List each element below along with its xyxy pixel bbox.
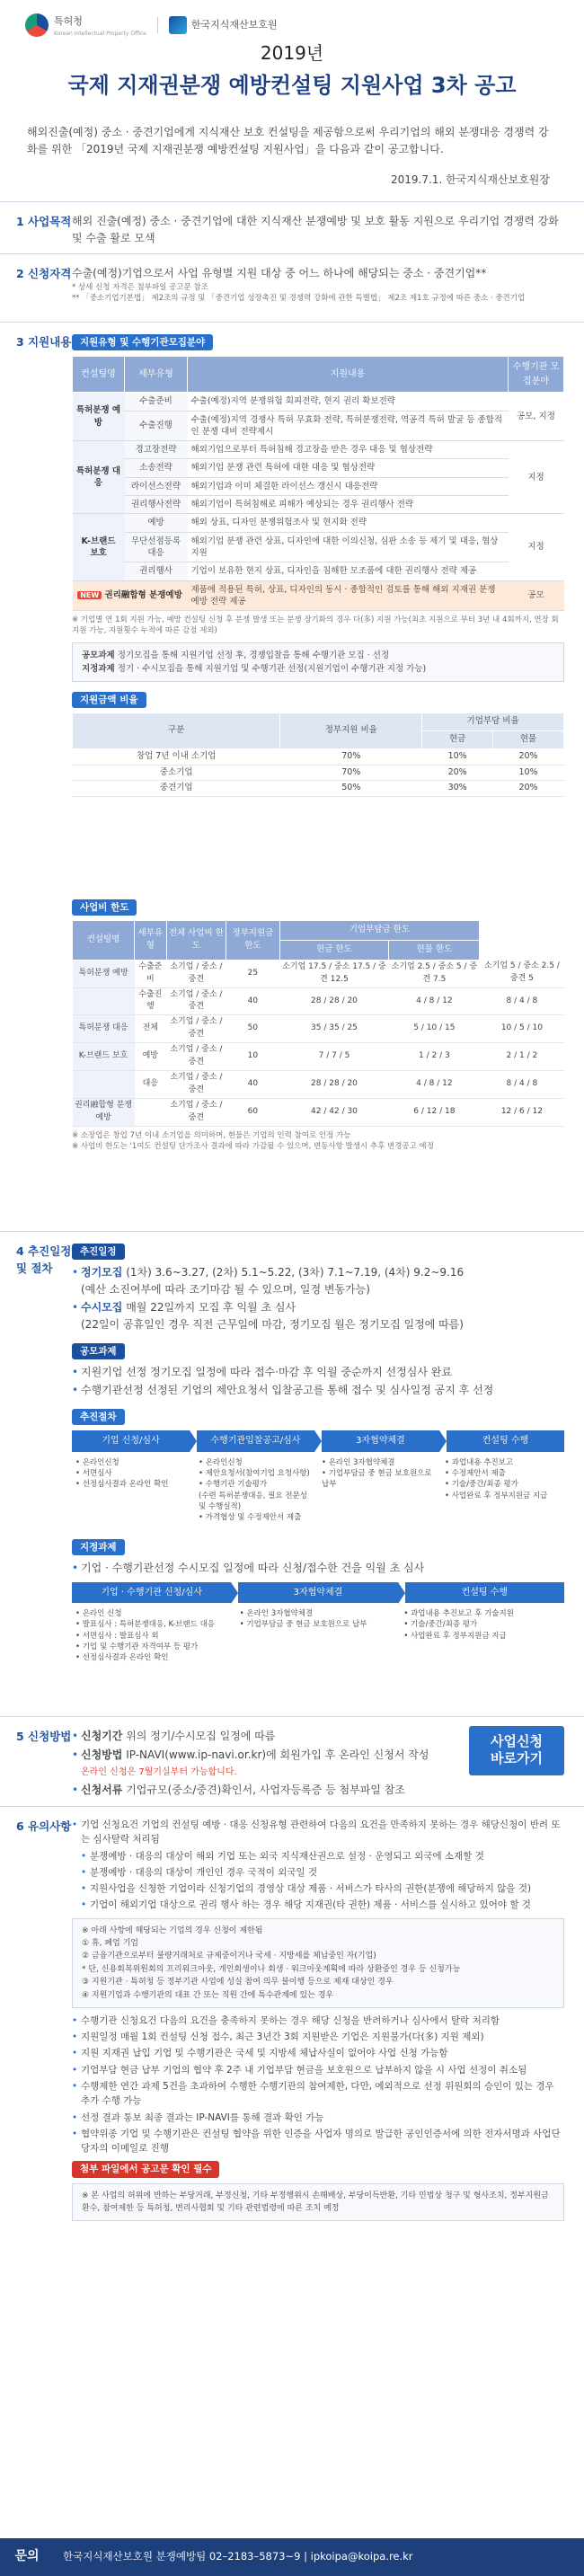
flow-detail: • 온라인 3자협약체결 • 기업부담금 중 현금 보호원으로 납부 [322, 1457, 432, 1490]
table-row [73, 411, 564, 441]
list-item: • 지원일정 매월 1회 컨설팅 신청 접수, 최근 3년간 3회 지원받은 기업은 지원불가(다(多) 지원 제외) [72, 2030, 564, 2044]
table-cell: 수출준비 [135, 960, 166, 987]
list-item [72, 1728, 458, 1745]
table-header: 현물 한도 [389, 940, 480, 960]
apply-docs-label: 신청서류 [81, 1783, 123, 1796]
dateline: 2019.7.1. 한국지식재산보호원장 [391, 173, 550, 187]
category-label: 권리融합형 분쟁예방 [104, 590, 182, 601]
list-item: • 기업이 해외기업 대상으로 권리 행사 하는 경우 해당 지재권(타 권한) 제품 · 서비스를 실시하고 있어야 할 것 [81, 1898, 564, 1912]
final-note: ※ 본 사업의 허위에 반하는 부당거래, 부정신청, 기타 부정행위시 손해배상, 부당이득반환, 기타 민법상 청구 및 형사조치, 정부지원금 환수, 참여제한 등 특허청, 변리사협회 및 기타 관련법령에 따른 조치 예정 [72, 2183, 564, 2222]
list-item: • 선정 결과 통보 최종 결과는 IP-NAVI를 통해 결과 확인 가능 [72, 2111, 564, 2125]
field-cell: 공모 [509, 580, 564, 611]
table-cell: 7 / 7 / 5 [279, 1043, 389, 1071]
table-cell: 70% [280, 748, 422, 765]
occasional-sub: (22일이 공휴일인 경우 직전 근무일에 마감, 정기모집 월은 정기모집 일정에 따름) [81, 1318, 464, 1332]
apply-now-button[interactable]: 사업신청 바로가기 [469, 1726, 564, 1775]
flow-step: 기업 · 수행기관 신청/심사 [72, 1582, 231, 1604]
category-cell: 특허분쟁 예방 [73, 393, 125, 441]
table-header: 정부지원 비율 [280, 713, 422, 748]
subtype-cell: 경고장전략 [125, 441, 188, 459]
table-row [73, 496, 564, 514]
list-item [72, 1747, 458, 1780]
header [0, 0, 584, 86]
table-cell: 50% [280, 781, 422, 797]
table-cell: 20% [422, 765, 493, 781]
table-cell: 소기업 5 / 중소 2.5 / 중견 5 [480, 960, 564, 987]
section-body: 해외 진출(예정) 중소 · 중견기업에 대한 지식재산 분쟁예방 및 보호 활동 지원으로 우리기업 경쟁력 강화 및 수출 활로 모색 [72, 214, 559, 244]
table-cell: 소기업 / 중소 / 중견 [166, 1015, 226, 1043]
table-cell: 5 / 10 / 15 [389, 1015, 480, 1043]
table-cell: 6 / 12 / 18 [389, 1099, 480, 1127]
apply-docs-text: 기업규모(중소/중견)확인서, 사업자등록증 등 첨부파일 참조 [126, 1783, 405, 1796]
table-header: 현금 [422, 731, 493, 749]
table-cell: 소기업 17.5 / 중소 17.5 / 중견 12.5 [279, 960, 389, 987]
apply-period-text: 위의 정기/수시모집 일정에 따름 [126, 1729, 276, 1742]
table-row [73, 562, 564, 580]
regular-label: 정기모집 [81, 1266, 123, 1279]
flow-step: 3자협약체결 [322, 1430, 439, 1452]
field-cell: 지정 [509, 441, 564, 514]
designated-task-text: 정기 · 수시모집을 통해 지원기업 및 수행기관 선정(지원기업이 수행기관 지정 가능) [117, 663, 427, 674]
section-apply [0, 1716, 584, 1806]
field-cell: 공모, 지정 [509, 393, 564, 441]
public-task-text: 정기모집을 통해 지원기업 선정 후, 경쟁입찰을 통해 수행기관 모집 · 선정 [117, 650, 390, 660]
section-body [72, 265, 584, 311]
table-header: 세부유형 [125, 357, 188, 393]
subtype-cell: 소송전략 [125, 459, 188, 477]
table-row [73, 1043, 565, 1071]
flow-detail: • 과업내용 추진보고 • 수정제안서 제출 • 기술/중간/최종 평가 • 사업완료 후 정부지원금 지급 [445, 1457, 548, 1500]
public-task-pill: 공모과제 [72, 1343, 125, 1359]
section-body [72, 333, 584, 888]
footer [0, 2538, 584, 2576]
list-item: • 지원사업을 신청한 기업이라 신청기업의 경영상 대상 제품 · 서비스가 타사의 권한(분쟁에 해당하지 않을 것) [81, 1881, 564, 1896]
page-title: 국제 지재권분쟁 예방컨설팅 지원사업 3차 공고 [67, 73, 517, 98]
ratio-table [72, 713, 564, 797]
list-item: • 지원 지재권 납입 기업 및 수행기관은 국세 및 지방세 체납사실이 없어야 사업 신청 가능함 [72, 2046, 564, 2060]
limit-pill: 사업비 한도 [72, 899, 137, 916]
flow-detail: • 온라인 신청 • 발표심사 : 특허분쟁대응, K-브랜드 대응 • 서면심사 : 발표심사 외 • 기업 및 수행기관 자격여부 등 평가 • 선정심사결과 온라인 확인 [75, 1609, 216, 1663]
koipa-emblem-icon [169, 16, 187, 34]
table-header: 기업부담금 한도 [279, 921, 480, 941]
table-cell: 40 [226, 987, 279, 1015]
table-cell: 소기업 / 중소 / 중견 [166, 987, 226, 1015]
limit-table [72, 920, 564, 1127]
section-label: 1 사업목적 [16, 214, 72, 228]
apply-method-label: 신청방법 [81, 1748, 123, 1761]
section-eligibility [0, 253, 584, 322]
table-row [73, 1015, 565, 1043]
flow-step: 수행기관입찰공고/심사 [197, 1430, 314, 1452]
table-cell: 8 / 4 / 8 [480, 1071, 564, 1099]
subtype-cell: 예방 [125, 514, 188, 532]
support-type-table [72, 356, 564, 611]
section-body [72, 1243, 584, 1705]
logos [25, 13, 559, 38]
category-cell: 특허분쟁 대응 [73, 441, 125, 514]
ratio-pill: 지원금액 비율 [72, 692, 146, 708]
table-header: 수행기관 모집분야 [509, 357, 564, 393]
schedule-list [72, 1264, 564, 1332]
flow-step: 기업 신청/심사 [72, 1430, 190, 1452]
list-item: • 기업 신청요건 기업의 컨설팅 예방 · 대응 신청유형 관련하여 다음의 요건을 만족하지 못하는 경우 해당신청이 반려 또는 심사탈락 처리됨 [72, 1818, 564, 1847]
table-row [73, 393, 564, 411]
process-details [72, 1456, 564, 1526]
flow-step: 컨설팅 수행 [405, 1582, 564, 1604]
desc-cell: 수출(예정)지역 경쟁사 특허 무효화 전략, 특허분쟁전략, 역공격 특허 발굴 등 종합적인 분쟁 대비 전략제시 [188, 411, 509, 441]
table-cell: 70% [280, 765, 422, 781]
flow-detail: • 과업내용 추진보고 후 기술지원 • 기술/중간/최종 평가 • 사업완료 후 정부지원금 지급 [403, 1609, 514, 1641]
table-cell: 25 [226, 960, 279, 987]
section-support [0, 322, 584, 899]
designated-pill: 지정과제 [72, 1539, 125, 1555]
table-cell: 42 / 42 / 30 [279, 1099, 389, 1127]
table-header: 전체 사업비 한도 [166, 921, 226, 960]
subtype-cell: 수출준비 [125, 393, 188, 411]
table-cell: 창업 7년 이내 소기업 [73, 748, 280, 765]
kipo-name: 특허청 [54, 15, 83, 27]
desc-cell: 제품에 적용된 특허, 상표, 디자인의 동시 · 종합적인 검토를 통해 해외 지재권 분쟁 예방 전략 제공 [188, 580, 509, 611]
table-row [73, 1071, 565, 1099]
table-cell: 소기업 / 중소 / 중견 [166, 1099, 226, 1127]
list-item: • 분쟁예방 · 대응의 대상이 개인인 경우 국적이 외국일 것 [81, 1865, 564, 1880]
subtype-cell: 수출진행 [125, 411, 188, 441]
field-cell: 지정 [509, 514, 564, 580]
table-header: 구분 [73, 713, 280, 748]
table-cell: 20% [493, 781, 564, 797]
table-cell: 2 / 1 / 2 [480, 1043, 564, 1071]
public-task-list [72, 1364, 564, 1399]
table-cell: 40 [226, 1071, 279, 1099]
section-label: 4 추진일정 및 절차 [16, 1244, 72, 1276]
desc-cell: 해외기업 분쟁 관련 특허에 대한 대응 및 협상전략 [188, 459, 509, 477]
support-note: ※ 기업별 연 1회 지원 가능, 예방 컨설팅 신청 후 분쟁 발생 또는 분쟁 장기화의 경우 다(多) 지원 가능(최초 지원으로 부터 3년 내 4회까지, 연장 회 지원 가능, 지원횟수 누적에 따른 감점 제외) [72, 615, 559, 636]
public-task-line [82, 649, 554, 662]
table-cell [73, 1071, 135, 1099]
table-cell: 소기업 / 중소 / 중견 [166, 1071, 226, 1099]
table-cell: 권리融합형 분쟁예방 [73, 1099, 135, 1127]
new-badge: NEW [77, 591, 102, 599]
table-row [73, 477, 564, 495]
list-item [72, 1782, 458, 1799]
flow-step: 컨설팅 수행 [447, 1430, 564, 1452]
list-item [72, 1299, 564, 1332]
table-cell: 50 [226, 1015, 279, 1043]
notes-list-2 [72, 2014, 564, 2156]
table-cell: K-브랜드 보호 [73, 1043, 135, 1071]
table-cell: 8 / 4 / 8 [480, 987, 564, 1015]
section-spacer [0, 899, 72, 1220]
table-cell: 4 / 8 / 12 [389, 1071, 480, 1099]
occasional-label: 수시모집 [81, 1301, 123, 1315]
list-item: • 분쟁예방 · 대응의 대상이 해외 기업 또는 외국 지식재산권으로 설정 · 운영되고 외국에 소재할 것 [81, 1849, 564, 1863]
table-cell: 28 / 28 / 20 [279, 987, 389, 1015]
section-body [72, 899, 584, 1220]
process-pill: 추진절차 [72, 1409, 125, 1425]
flow-detail: • 온라인 3자협약체결 • 기업부담금 중 현금 보호원으로 납부 [239, 1609, 367, 1630]
flow-step: 3자협약체결 [238, 1582, 397, 1604]
section-label: 6 유의사항 [16, 1819, 72, 1833]
table-cell: 1 / 2 / 3 [389, 1043, 480, 1071]
table-cell: 대응 [135, 1071, 166, 1099]
desc-cell: 해외기업으로부터 특허침해 경고장을 받은 경우 대응 및 협상전략 [188, 441, 509, 459]
subtype-cell: 권리행사전략 [125, 496, 188, 514]
section-notes [0, 1806, 584, 2390]
restriction-box: ※ 아래 사항에 해당되는 기업의 경우 신청이 제한됨 ① 휴, 폐업 기업 ② 금융기관으로부터 불량거래처로 규제중이거나 국세 · 지방세를 체납중인 자(기업) * 단, 신용회복위원회의 프리워크아웃, 개인회생이나 회생 · 워크아웃계획에 따라 상환중인 경우 등 신청가능 ③ 지원기관 · 특허청 등 정부기관 사업에 성실 참여 의무 불이행 등으로 제재 대상인 경우 ④ 지원기업과 수행기관의 대표 간 또는 직원 간에 특수관계에 있는 경우 [72, 1918, 564, 2008]
footer-title: 문의 [14, 2549, 40, 2564]
table-header: 세부유형 [135, 921, 166, 960]
designated-flow [72, 1582, 564, 1604]
occasional-text: 매월 22일까지 모집 후 익월 초 심사 [126, 1301, 296, 1315]
process-flow [72, 1430, 564, 1452]
eligibility-note-2: ** 「중소기업기본법」 제2조의 규정 및 「중견기업 성장촉진 및 경쟁력 강화에 관한 특별법」 제2조 제1호 규정에 따른 중소 · 중견기업 [72, 293, 526, 303]
table-cell: 10 [226, 1043, 279, 1071]
table-cell: 35 / 35 / 25 [279, 1015, 389, 1043]
table-header: 정부지원금 한도 [226, 921, 279, 960]
section-body [72, 1818, 584, 2379]
table-row [73, 441, 564, 459]
limit-note: ※ 소장업은 창업 7년 이내 소기업을 의미하며, 현물은 기업의 인력 참여로 인정 가능 ※ 사업비 한도는 '1여도 컨설팅 단가조사 결과에 따라 가감될 수 있으며, 변동사항 발생시 추후 변경공고 예정 [72, 1130, 434, 1152]
table-cell: 예방 [135, 1043, 166, 1071]
table-row [73, 514, 564, 532]
title-year: 2019년 [260, 42, 324, 64]
table-cell: 소기업 2.5 / 중소 5 / 중견 7.5 [389, 960, 480, 987]
table-row [73, 532, 564, 562]
table-cell: 특허분쟁 대응 [73, 1015, 135, 1043]
flow-detail: • 온라인신청 • 서면심사 • 선정심사결과 온라인 확인 [75, 1457, 169, 1490]
kipo-emblem-icon [25, 13, 49, 37]
table-cell: 12 / 6 / 12 [480, 1099, 564, 1127]
table-cell: 10% [422, 748, 493, 765]
desc-cell: 기업이 보유한 현지 상표, 디자인을 침해한 모조품에 대한 권리행사 전략 제공 [188, 562, 509, 580]
desc-cell: 수출(예정)지역 분쟁위험 회피전략, 현지 권리 확보전략 [188, 393, 509, 411]
table-row [73, 748, 564, 765]
apply-warning: 온라인 신청은 7월기실부터 가능합니다. [81, 1767, 237, 1778]
table-cell: 수출진행 [135, 987, 166, 1015]
limit-table-body [73, 960, 565, 1126]
eligibility-text: 수출(예정)기업으로서 사업 유형별 지원 대상 중 어느 하나에 해당되는 중소 · 중견기업** [72, 266, 487, 279]
desc-cell: 해외기업 분쟁 관련 상표, 디자인에 대한 이의신청, 심판 소송 등 제기 및 대응, 협상 지원 [188, 532, 509, 562]
table-row [73, 459, 564, 477]
table-header: 기업부담 비율 [422, 713, 564, 731]
notes-list [72, 1818, 564, 1913]
table-row [73, 781, 564, 797]
koipa-name: 한국지식재산보호원 [190, 19, 278, 31]
eligibility-note-1: * 상세 신청 자격은 첨부파일 공고문 참조 [72, 282, 208, 292]
table-cell: 28 / 28 / 20 [279, 1071, 389, 1099]
koipa-logo [169, 16, 278, 34]
list-item: • 기업부담 현금 납부 기업의 협약 후 2주 내 기업부담 현금을 보호원으로 납부하지 않을 시 사업 선정이 취소됨 [72, 2063, 564, 2077]
table-row [73, 580, 564, 611]
list-item [72, 1264, 564, 1297]
table-cell: 10% [493, 765, 564, 781]
schedule-pill: 추진일정 [72, 1244, 125, 1260]
regular-text: (1차) 3.6~3.27, (2차) 5.1~5.22, (3차) 7.1~7.19, (4차) 9.2~9.16 [126, 1266, 465, 1279]
support-type-pill: 지원유형 및 수행기관모집분야 [72, 334, 213, 350]
apply-method-text: IP-NAVI(www.ip-navi.or.kr)에 회원가입 후 온라인 신청서 작성 [126, 1748, 429, 1761]
section-budget-limit [0, 899, 584, 1231]
attachment-pill: 첨부 파일에서 공고문 확인 필수 [72, 2161, 219, 2177]
table-cell: 30% [422, 781, 493, 797]
regular-sub: (예산 소진여부에 따라 조기마감 될 수 있으며, 일정 변동가능) [81, 1282, 370, 1296]
intro-text: 해외진출(예정) 중소 · 중견기업에게 지식재산 보호 컨설팅을 제공함으로써 우리기업의 해외 분쟁대응 경쟁력 강화를 위한 「2019년 국제 지재권분쟁 예방컨설팅 지원사업」을 다음과 같이 공고합니다. [27, 126, 549, 155]
section-label: 5 신청방법 [16, 1729, 72, 1743]
table-cell: 20% [493, 748, 564, 765]
table-cell: 중소기업 [73, 765, 280, 781]
footer-contact: 한국지식재산보호원 분쟁예방팀 02–2183–5873~9 | ipkoipa@koipa.re.kr [63, 2550, 413, 2563]
public-task-label: 공모과제 [82, 650, 115, 660]
table-cell [135, 1099, 166, 1127]
designated-task-line [82, 662, 554, 676]
table-header: 지원내용 [188, 357, 509, 393]
designated-task-label: 지정과제 [82, 663, 115, 674]
table-row [73, 960, 565, 987]
table-cell: 60 [226, 1099, 279, 1127]
category-cell [73, 580, 188, 611]
desc-cell: 해외기업이 특허침해로 피해가 예상되는 경우 권리행사 전략 [188, 496, 509, 514]
desc-cell: 해외 상표, 디자인 분쟁위험조사 및 현지화 전략 [188, 514, 509, 532]
table-header: 컨설팅명 [73, 357, 125, 393]
subtype-cell: 권리행사 [125, 562, 188, 580]
table-cell: 소기업 / 중소 / 중견 [166, 1043, 226, 1071]
logo-divider [157, 17, 158, 33]
designated-details [72, 1607, 564, 1666]
table-cell [73, 987, 135, 1015]
flow-detail: • 온라인신청 • 제안요청서(참여기업 요청사항) • 수행기관 기술평가 (수련 특허분쟁대응, 필요 전문성 및 수행실적) • 가격협상 및 수정제안서 제출 [199, 1457, 310, 1523]
subtype-cell: 라이선스전략 [125, 477, 188, 495]
table-cell: 전체 [135, 1015, 166, 1043]
task-type-box [72, 642, 564, 682]
table-row [73, 1099, 565, 1127]
table-cell: 4 / 8 / 12 [389, 987, 480, 1015]
table-header: 현물 [493, 731, 564, 749]
kipo-logo [25, 13, 146, 38]
table-header: 컨설팅명 [73, 921, 135, 960]
table-cell: 10 / 5 / 10 [480, 1015, 564, 1043]
list-item: • 지원기업 선정 정기모집 일정에 따라 접수·마감 후 익월 중순까지 선정심사 완료 [72, 1364, 564, 1381]
apply-period-label: 신청기간 [81, 1729, 123, 1742]
subtype-cell: 무단선점등록 대응 [125, 532, 188, 562]
desc-cell: 해외기업과 이미 체결한 라이선스 갱신시 대응전략 [188, 477, 509, 495]
section-schedule [0, 1231, 584, 1716]
list-item: • 수행기관 신청요건 다음의 요건을 충족하지 못하는 경우 해당 신청을 반려하거나 심사에서 탈락 처리함 [72, 2014, 564, 2028]
apply-list [72, 1728, 458, 1798]
list-item: • 수행제한 연간 과제 5건을 초과하여 수행한 수행기관의 참여제한, 다만, 예외적으로 선정 위원회의 승인이 있는 경우 추가 수행 가능 [72, 2079, 564, 2109]
table-cell: 중견기업 [73, 781, 280, 797]
table-cell: 특허분쟁 예방 [73, 960, 135, 987]
table-row [73, 987, 565, 1015]
section-label: 2 신청자격 [16, 266, 72, 280]
table-row [73, 765, 564, 781]
list-item: • 수행기관선정 선정된 기업의 제안요청서 입찰공고를 통해 접수 및 심사일정 공지 후 선정 [72, 1382, 564, 1399]
designated-list [72, 1560, 564, 1577]
category-cell: K-브랜드 보호 [73, 514, 125, 580]
table-header: 현금 한도 [279, 940, 389, 960]
table-cell: 소기업 / 중소 / 중견 [166, 960, 226, 987]
list-item: • 기업 · 수행기관선정 수시모집 일정에 따라 신청/접수한 건을 익월 초 심사 [72, 1560, 564, 1577]
section-purpose [0, 201, 584, 253]
list-item: • 협약위종 기업 및 수행기관은 컨설팅 협약을 위한 인증을 사업자 명의로 발급한 공인인증서에 의한 전자서명과 사업단당자의 이메일로 진행 [72, 2127, 564, 2156]
section-label: 3 지원내용 [16, 334, 72, 349]
kipo-english: Korean Intellectual Property Office [54, 30, 146, 37]
